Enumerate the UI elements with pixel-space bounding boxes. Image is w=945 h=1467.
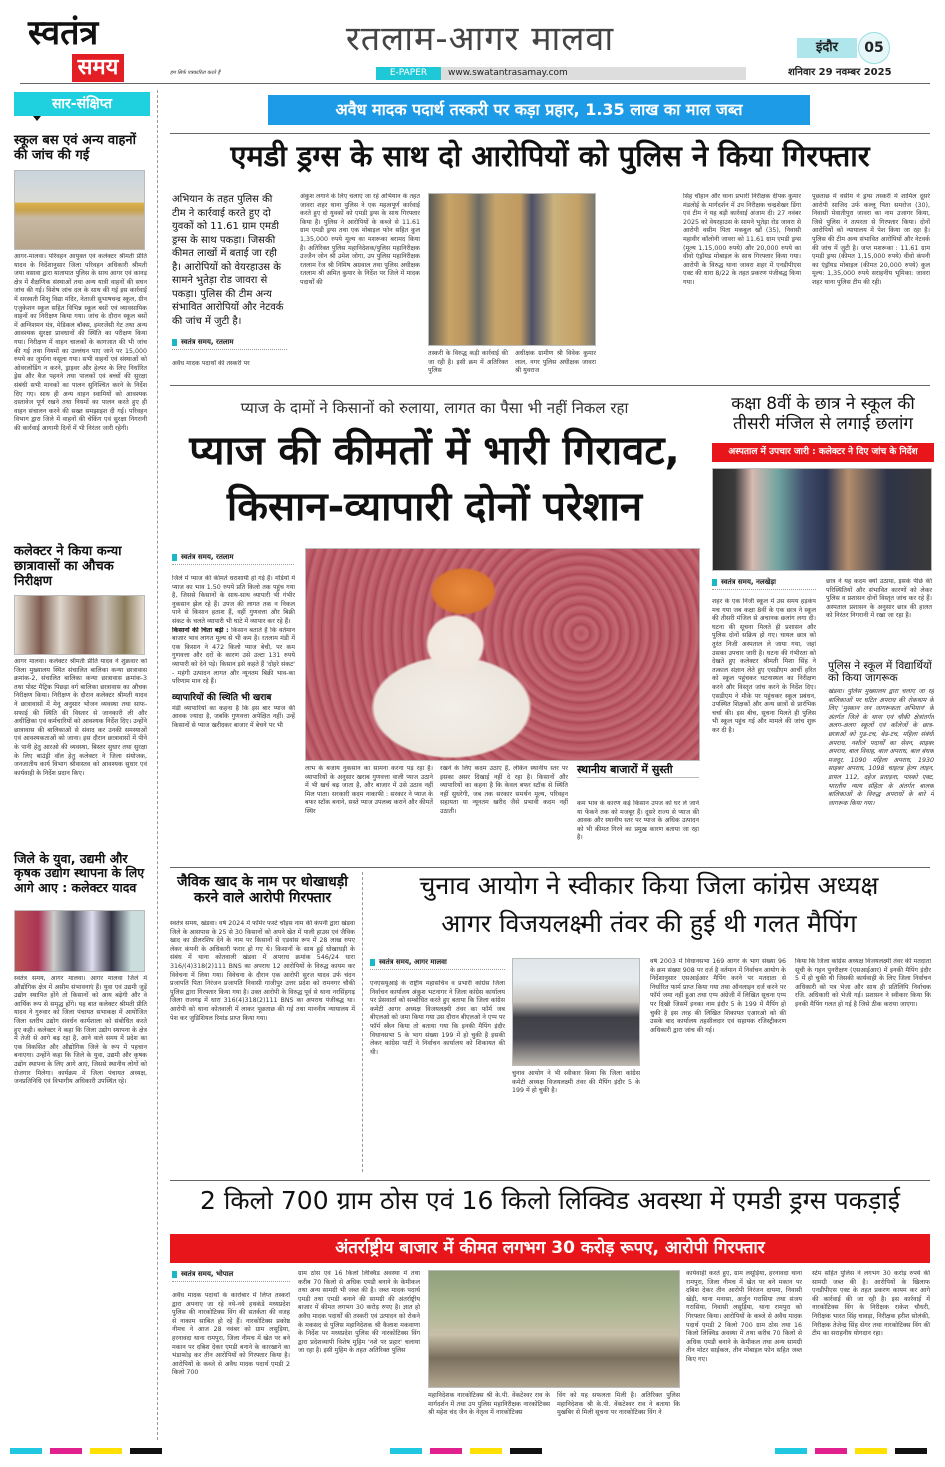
sidebar-header: सार-संक्षिप्त (14, 92, 150, 116)
edition-city: इंदौर (797, 38, 857, 58)
top-story-col2: अंकुश लगाने के लिए चलाए जा रहे अभियान के तहत जावरा शहर थाना पुलिस ने एक महत्वपूर्ण कार्रवाई करते हुए दो युवकों को एमडी ड्रग्स के साथ गिरफ्तार किया है। पुलिस ने आरोपियों के कब्जे से 11.61 ग्राम एमडी ड्रग्स तथा एक मोबाइल फोन सहित कुल 1,35,000 रुपये मूल्य का मशरूका बरामद किया है। अतिरिक्त पुलिस महानिदेशक/पुलिस महानिरीक्षक उज्जैन जोन श्री उमेश जोगा, उप पुलिस महानिरीक्षक रतलाम रेंज श्री निमिष अग्रवाल तथा पुलिस अधीक्षक रतलाम श्री अमित कुमार के निर्देश पर जिले में मादक पदार्थों की (300, 193, 420, 286)
hospital-photo (712, 468, 932, 571)
congress-headline-line2: आगर विजयलक्ष्मी तंवर की हुई थी गलत मैपिंग (441, 909, 857, 938)
color-registration-marks-left (10, 1448, 170, 1454)
sidebar-divider (157, 90, 158, 1440)
top-story-caption-2: अधीक्षक ग्रामीण श्री विवेक कुमार लाल, नगर पुलिस अधीक्षक जावरा श्री युवराज (515, 350, 596, 375)
drugs-story-col4: स्टेम सहित पुलिस ने लगभग 30 करोड़ रुपये की सामग्री जब्त की है। आरोपियों के खिलाफ एनडीपीएस एक्ट के तहत प्रकरण कायम कर आगे की कार्रवाई की जा रही है। इस कार्रवाई में नारकोटिक्स विंग के निरीक्षक राकेश चौधरी, निरीक्षक भारत सिंह चावड़ा, निरीक्षक हरीश सोलंकी, निरीक्षक तेजेन्द्र सिंह सेंगर तथा नारकोटिक्स विंग की टीम का सराहनीय योगदान रहा। (812, 1270, 930, 1338)
drug-seizure-photo (428, 1270, 680, 1388)
sidebar-story-2-headline: कलेक्टर ने किया कन्या छात्रावासों का औचक निरीक्षण (14, 544, 122, 589)
onion-col1-para3: मंडी व्यापारियों का कहना है कि इस बार प्याज की आवक ज्यादा है, जबकि गुणवत्ता अपेक्षित नहीं। उन्हें किसानों से प्याज खरीदकर बाजार में बेचने पर भी (172, 704, 295, 729)
date: शनिवार 29 नवम्बर 2025 (788, 67, 892, 78)
fertilizer-divider (362, 872, 363, 1172)
student-story-byline: स्वतंत्र समय, नलखेड़ा (712, 578, 816, 590)
police-awareness-body: खंडवा। पुलिस मुख्यालय द्वारा चलाए जा रहे बालिकाओं पर घटित अपराध की रोकथाम के लिए 'मुस्कान जन जागरूकता अभियान' के अंतर्गत जिले के थाना एवं चौकी क्षेत्रांतर्गत अलग-अलग स्कूलों एवं कॉलेजों के छात्र-छात्राओं को गुड-टच, बेड-टच, महिला संबंधी अपराध, नशीले पदार्थों का सेवन, साइबर अपराध, बाल विवाह, बाल अपराध, बाल बंधक मजदूर, 1090 महिला अपराध, 1930 साइबर अपराध, 1098 चाइल्ड हेल्प लाइन, डायल 112, दहेज प्रताड़ना, पास्को एक्ट, भारतीय न्याय संहिता के अंतर्गत बालक बालिकाओं के विरुद्ध अपराधों के बारे में जागरूक किया गया। (828, 688, 934, 807)
top-story-caption-1: तस्करी के विरुद्ध कड़ी कार्रवाई की जा रही है। इसी क्रम में अतिरिक्त पुलिस (428, 350, 508, 375)
onion-story-headline-line2: किसान-व्यापारी दोनों परेशान (226, 484, 643, 530)
sidebar-header-arrow-icon (33, 116, 41, 121)
sidebar-story-2-body: आगर मालवा। कलेक्टर श्रीमती प्रीति यादव ने शुक्रवार को जिला मुख्यालय स्थित संचालित बालिका कन्या छात्रावास क्रमांक-2, संचालित बालिका कन्या छात्रावास क्रमांक-3 तथा पोस्ट मैट्रिक पिछड़ा वर्ग बालिका छात्रावास का औचक निरीक्षण किया। निरीक्षण के दौरान कलेक्टर श्रीमती यादव ने छात्रावासों में मेनू अनुसार भोजन व्यवस्था तथा साफ-सफाई की स्थिति की विस्तार से जानकारी ली और अधीक्षिका एवं कर्मचारियों को आवश्यक निर्देश दिए। उन्होंने छात्रावास की बालिकाओं से संवाद कर उनकी समस्याओं एवं आवश्यकताओं को जाना। इस दौरान छात्रावासों में पीने के पानी हेतु आरओ की व्यवस्था, बिस्तर सुधार तथा सुरक्षा के लिए बाउंड्री वॉल हेतु कलेक्टर ने जिला संयोजक, जनजातीय कार्य विभाग श्रीवास्तव को आवश्यक सुधार एवं कार्यवाही के निर्देश प्रदान किए। (14, 658, 147, 777)
drugs-story-col1: अवैध मादक पदार्थों के कारोबार में लिप्त तस्करों द्वारा अपनाए जा रहे नये-नये हथकंडे मध्यप्रदेश पुलिस की नारकोटिक्स विंग की सतर्कता की वजह से नाकाम साबित हो रहे हैं। नारकोटिक्स प्रकोष्ठ नीमच ने आज 28 नवंबर को ग्राम लसूड़िया, हरनावदा थाना रामपुरा, जिला नीमच में खेत पर बने मकान पर दबिश देकर एमडी बनाने के कारखाने का भंडाफोड़ कर तीन आरोपियों को गिरफ्तार किया है। आरोपियों के कब्जे से अवैध मादक पदार्थ एमडी 2 किलो 700 (172, 1292, 290, 1377)
onion-subhead-traders: व्यापारियों की स्थिति भी खराब (172, 692, 272, 703)
edition-title: रतलाम-आगर मालवा (345, 19, 615, 59)
industry-workshop-photo (14, 910, 145, 972)
onion-subhead-farmers: किसानों की चिंता बढ़ी : (172, 626, 229, 634)
epaper-bar (376, 67, 746, 80)
top-story-headline: एमडी ड्रग्स के साथ दो आरोपियों को पुलिस ने किया गिरफ्तार (230, 139, 870, 173)
congress-byline: स्वतंत्र समय, आगर मालवा (370, 958, 505, 970)
rule-after-congress (170, 1180, 930, 1181)
onion-story-byline: स्वतंत्र समय, रतलाम (172, 553, 294, 565)
drugs-story-banner: अंतर्राष्ट्रीय बाजार में कीमत लगभग 30 करोड़ रूपए, आरोपी गिरफ्तार (170, 1234, 930, 1263)
onion-story-col2: लाभ के बजाय नुकसान का सामना करना पड़ रहा है। व्यापारियों के अनुसार खराब गुणवत्ता वाली प्याज उठाने में भी खर्च बढ़ जाता है, और बाजार में उसे उठाव नहीं मिल पाता। सरकारी कदम नाकाफी : सरकार ने प्याज के बफर स्टॉक बनाने, सस्ते प्याज उपलब्ध कराने और कीमतें स्थिर (305, 765, 433, 815)
drugs-story-headline: 2 किलो 700 ग्राम ठोस एवं 16 किलो लिक्विड अवस्था में एमडी ड्रग्स पकड़ाई (200, 1186, 900, 1215)
onion-story-col1 (172, 575, 295, 860)
tagline: हम सिर्फ पत्रकारिता करते हैं (170, 70, 221, 76)
logo (28, 14, 128, 82)
student-story-col2: छात्र ने यह कदम क्यों उठाया, इसके पीछे की परिस्थितियों और संभावित कारणों को लेकर पुलिस व प्रशासन दोनों विस्तृत जांच कर रहे हैं। अस्पताल प्रशासन के अनुसार छात्र की हालत को निरंतर निगरानी में रखा जा रहा है। (826, 578, 932, 620)
rule-after-onion (170, 867, 930, 868)
epaper-label: E-PAPER (376, 67, 441, 80)
onion-story-kicker: प्याज के दामों ने किसानों को रुलाया, लागत का पैसा भी नहीं निकल रहा (240, 399, 629, 417)
top-story-intro: अभियान के तहत पुलिस की टीम ने कार्रवाई करते हुए दो युवकों को 11.61 ग्राम एमडी ड्रग्स के साथ पकड़ा। जिसकी कीमत लाखों में बताई जा रही है। आरोपियों को वेयरहाउस के सामने भुतेड़ा रोड जावरा से पकड़ा। पुलिस की टीम अन्य संभावित आरोपियों और नेटवर्क की जांच में जुटी है। (172, 194, 284, 327)
student-story-headline: कक्षा 8वीं के छात्र ने स्कूल की तीसरी मंजिल से लगाई छलांग (731, 394, 915, 434)
top-story-col4: पूछताछ में वसीम ने ड्रग्स तस्करी में शामिल दूसरे आरोपी साजिद उर्फ कल्लू पिता समरोज (30), निवासी मेवातीपुरा जावरा का नाम उजागर किया, जिसे पुलिस ने तत्परता से गिरफ्तार किया। दोनों आरोपियों को न्यायालय में पेश किया जा रहा है। पुलिस की टीम अन्य संभावित आरोपियों और नेटवर्क की जांच में जुटी है। जप्त मशरूका : 11.61 ग्राम एमडी ड्रग्स (कीमत 1,15,000 रुपये) वीवो कंपनी का एंड्रॉयड मोबाइल (कीमत 20,000 रुपये) कुल मूल्य: 1,35,000 रुपये सराहनीय भूमिका: जावरा शहर थाना पुलिस टीम की रही। (812, 193, 930, 286)
onion-col1-para2 (172, 627, 295, 687)
drugs-story-col3: कार्यवाही करते हुए, ग्राम लसूड़िया, हरनावदा थाना रामपुरा, जिला नीमच में खेत पर बने मकान पर दबिश देकर तीन आरोपी निरंजन दायमा, निवासी खेड़ी, थाना मनासा, अर्जुन गरासिया तथा संजय गरासिया, निवासी लसूड़िया, थाना रामपुरा को गिरफ्तार किया। आरोपियों के कब्जे से अवैध मादक पदार्थ एमडी 2 किलो 700 ग्राम ठोस तथा 16 किलो लिक्विड अवस्था में तथा करीब 70 किलो से अधिक एमडी बनाने के केमीकल तथा अन्य सामग्री तीन मोटर साईकल, तीन मोबाइल फोन सहित जब्त किए गए। (686, 1270, 802, 1363)
onion-col1-para2-text: किसान बताते हैं कि वर्तमान बाजार भाव लागत मूल्य से भी कम है। रतलाम मंडी में एक किसान ने 472 किलो प्याज बेची, पर कम गुणवत्ता और दरों के कारण उसे उल्टा 131 रुपये व्यापारी को देने पड़े। किसान इसे कहते हैं 'दोहरे संकट' - महंगी उत्पादन लागत और न्यूनतम बिक्री भाव-का परिणाम मान रहे हैं। (172, 626, 295, 686)
drugs-photo-caption-2: विंग को यह सफलता मिली है। अतिरिक्त पुलिस महानिदेशक श्री के.पी. वेंकटेश्वर राव ने बताया कि मुखबिर से मिली सूचना पर नारकोटिक्स विंग ने (557, 1392, 680, 1417)
page-number: 05 (858, 32, 890, 64)
congress-col2: वर्ष 2003 में विधानसभा 169 आगर के भाग संख्या 96 के क्रम संख्या 908 पर दर्ज है वर्तमान में निर्वाचन आयोग के निर्देशानुसार एसआईआर मैपिंग करने पर मतदाता से निर्धारित फार्म प्राप्त किया गया तथा ऑनलाइन दर्ज करने पर फॉर्म जमा नहीं हुआ तथा एप्प अंग्रेजी में लिखित सूचना एप्प पर दिखी जिसमें इनका नाम इंदौर 5 के 199 में मैपिंग हो चुकी है इस तरह की लिखित शिकायत एआरओ को की उसके बाद कार्यालय तहसीलदार एवं सहायक रजिस्ट्रीकरण अधिकारी द्वारा जांच की गई। (650, 958, 786, 1034)
top-story-banner: अवैध मादक पदार्थ तस्करी पर कड़ा प्रहार, 1.35 लाख का माल जब्त (268, 95, 810, 125)
hostel-inspection-photo (14, 595, 145, 655)
masthead (0, 0, 945, 84)
student-story-banner: अस्पताल में उपचार जारी : कलेक्टर ने दिए जांच के निर्देश (712, 443, 934, 462)
fertilizer-story-headline: जैविक खाद के नाम पर धोखाधड़ी करने वाले आरोपी गिरफ्तार (177, 874, 348, 907)
onion-subhead-markets: स्थानीय बाजारों में सुस्ती (577, 764, 699, 778)
congress-headline-line1: चुनाव आयोग ने स्वीकार किया जिला कांग्रेस अध्यक्ष (419, 871, 879, 900)
top-rule (170, 133, 930, 134)
drugs-story-col2: ग्राम ठोस एवं 16 किलो लिक्विड अवस्था में तथा करीब 70 किलो से अधिक एमडी बनाने के केमीकल तथा अन्य सामग्री भी जब्त की है। जब्त मादक पदार्थ एमडी तथा एमडी बनाने की सामग्री की अंतर्राष्ट्रीय बाजार में कीमत लगभग 30 करोड़ रुपए है। ज्ञात हो अवैध मादक पदार्थों की तस्करी एवं उत्पादन को रोकने के मकसद से पुलिस महानिदेशक श्री कैलाश मकवाणा के निर्देश पर मध्यप्रदेश पुलिस की नारकोटिक्स विंग द्वारा प्रदेशव्यापी विशेष मुहिम 'नशे पर प्रहार' चलाया जा रहा है। इसी मुहिम के तहत अतिरिक्त पुलिस (298, 1270, 420, 1355)
rule-after-top-story (170, 385, 930, 386)
onion-story-col4: कम भाव के कारण कई किसान उपज को घर ले जाने या फेंकने तक को मजबूर हैं। दूसरे राज्य से प्याज की आवक और स्थानीय स्तर पर प्याज के अधिक उत्पादन को भी कीमत गिरने का प्रमुख कारण बताया जा रहा है। (577, 800, 699, 842)
onion-story-headline-line1: प्याज की कीमतों में भारी गिरावट, (189, 428, 680, 474)
drugs-photo-caption-1: महानिदेशक नारकोटिक्स श्री के.पी. वेंकटेश्वर राव के मार्गदर्शन में तथा उप पुलिस महानिरीक्षक नारकोटिक्स श्री महेश चंद जैन के नेतृत्व में नारकोटिक्स (428, 1392, 550, 1417)
top-story-col3: सिंह चौहान और थाना प्रभारी निरीक्षक दीपक कुमार मंडलोई के मार्गदर्शन में उप निरीक्षक चन्द्रशेखर डिंगा एवं टीम ने यह बड़ी कार्रवाई अंजाम दी। 27 नवंबर 2025 को वेयरहाउस के सामने भुतेड़ा रोड जावरा से आरोपी वसीम पिता मकबुल खाँ (35), निवासी महावीर कॉलोनी जावरा को 11.61 ग्राम एमडी ड्रग्स (मूल्य 1,15,000 रुपये) और 20,000 रुपये का वीवो एंड्रॉयड मोबाइल के साथ गिरफ्तार किया गया। आरोपी के विरुद्ध थाना जावरा शहर में एनडीपीएस एक्ट की धारा 8/22 के तहत प्रकरण पंजीबद्ध किया गया। (683, 193, 801, 286)
police-arrest-photo (428, 193, 596, 346)
color-registration-marks-center (390, 1448, 550, 1454)
press-conference-photo (512, 958, 640, 1066)
masthead-rule (20, 83, 930, 84)
congress-photo-caption: चुनाव आयोग ने भी स्वीकार किया कि जिला कांग्रेस कमेटी अध्यक्ष विजयलक्ष्मी तंवर की मैपिंग इंदौर 5 के 199 में हो चुकी है। (512, 1070, 640, 1095)
sidebar-story-1-headline: स्कूल बस एवं अन्य वाहनों की जांच की गई (14, 133, 136, 163)
sidebar-story-3-body: स्वतंत्र समय, आगर मालवा। आगर मालवा जिले में औद्योगिक क्षेत्र में असीम संभावनाएं हैं। युवा एवं उद्यमी जुड़ें उद्योग स्थापित होंगे तो किसानों को आय बढ़ेगी और वे आर्थिक रूप से समृद्ध होंगे। यह बात कलेक्टर श्रीमती प्रीति यादव ने गुरुवार को जिला पंचायत सभाकक्ष में आयोजित जिला स्तरीय उद्योग संवर्धन कार्यशाला को संबोधित करते हुए कही। कलेक्टर ने कहा कि जिला उद्योग स्थापना के क्षेत्र में तेजी से आगे बढ़ रहा है, आने वाले समय में प्रदेश का एक विकसित और औद्योगिक जिले के रूप में पहचान बनाएगा। उन्होंने कहा कि जिले के युवा, उद्यमी और कृषक उद्योग स्थापना के लिए आगे आएं, जिससे स्थानीय लोगों को रोजगार मिलेगा। कार्यक्रम में जिला पंचायत अध्यक्ष, जनप्रतिनिधि एवं विभागीय अधिकारी उपस्थित रहे। (14, 975, 147, 1086)
student-story-col1: शहर के एक निजी स्कूल में उस समय हड़कंप मच गया जब कक्षा 8वीं के एक छात्र ने स्कूल की तीसरी मंजिल से अचानक छलांग लगा दी। घटना की सूचना मिलते ही प्रशासन और पुलिस दोनों सक्रिय हो गए। घायल छात्र को तुरंत निजी अस्पताल ले जाया गया, जहां उसका उपचार जारी है। घटना की गंभीरता को देखते हुए कलेक्टर श्रीमती मिशा सिंह ने तत्काल संज्ञान लेते हुए एसडीएम आर्ची हरित को स्कूल पहुंचकर घटनास्थल का निरीक्षण करने और विस्तृत जांच करने के निर्देश दिए। एसडीएम ने मौके पर पहुंचकर स्कूल प्रबंधन, उपस्थित शिक्षकों और अन्य छात्रों से प्रारंभिक चर्चा की। इस बीच, सूचना मिलते ही पुलिस भी स्कूल पहुंच गई और मामले की जांच शुरू कर दी है। (712, 598, 816, 734)
onion-col1-para1: जिले में प्याज की कीमतें धराशायी हो गई हैं। मंडियों में प्याज का भाव 1.50 रुपये प्रति किलो तक पहुंच गया है, जिससे किसानों के साथ-साथ व्यापारी भी गंभीर नुकसान झेल रहे हैं। उपज की लागत तक न निकल पाने से किसान हताश हैं, वहीं गुणवत्ता और बिक्री संकट के चलते व्यापारी भी घाटे में व्यापार कर रहे हैं। (172, 575, 295, 625)
drugs-story-byline: स्वतंत्र समय, भोपाल (172, 1270, 290, 1282)
sidebar-story-1-body: आगर-मालवा। परिवहन आयुक्त एवं कलेक्टर श्रीमती प्रीति यादव के निर्देशानुसार जिला परिवहन अधिकारी श्रीमती जया वसावा द्वारा यातायात पुलिस के साथ आगर एवं कानड़ क्षेत्र में शैक्षणिक संस्थाओं तथा अन्य यात्री वाहनों की सघन जांच की गई। विशेष जांच दल के साथ की गई इस कार्रवाई में सरस्वती शिशु विद्या मंदिर, नेताजी सुभाषचन्द्र स्कूल, ग्रीन एजुकेशन स्कूल सहित विभिन्न स्कूल बसों एवं व्यावसायिक वाहनों का निरीक्षण किया गया। जांच के दौरान स्कूल बसों में अग्निशमन यंत्र, मेडिकल बॉक्स, इमरजेंसी गेट तथा अन्य आवश्यक सुरक्षा प्रावधानों की स्थिति का परीक्षण किया गया। निरीक्षण में वाहन चालकों के कागजात की भी जांच की गई तथा नियमों का उल्लंघन पाए जाने पर 15,000 रुपये का जुर्माना वसूला गया। सभी वाहनों एवं संस्थाओं को ओवरलोडिंग न करने, ड्राइवर और हेल्पर के लिए निर्धारित ड्रेस और बैज पहनने तथा पालकों एवं बच्चों की सुरक्षा संबंधी सभी मानकों का पालन सुनिश्चित करने के निर्देश दिए गए। साथ ही अन्य वाहन स्वामियों को आवश्यक दस्तावेज पूर्ण रखने तथा नियमों का पालन करते हुए ही वाहन संचालन करने की सख्त समझाइश दी गई। परिवहन विभाग द्वारा जिले में वाहनों की चेकिंग एवं सुरक्षा निगरानी की कार्रवाई आगामी दिनों में भी निरंतर जारी रहेगी। (14, 253, 147, 432)
top-story-byline: स्वतंत्र समय, रतलाम (172, 338, 287, 350)
onion-farmer-photo (305, 548, 700, 761)
sidebar-story-3-headline: जिले के युवा, उद्यमी और कृषक उद्योग स्थापना के लिए आगे आए : कलेक्टर यादव (14, 851, 145, 895)
congress-col1: एनएसयूआई के राष्ट्रीय महासचिव व प्रभारी कांग्रेस जिला निर्वाचन कार्यालय अंकुश भटनागर ने जिला कांग्रेस कार्यालय पर प्रेसवार्ता को सम्बोधित करते हुए बताया कि जिला कांग्रेस कमेटी आगर अध्यक्ष विजयलक्ष्मी तंवर का फॉर्म जब बीएलओ को जमा किया गया उस दौरान बीएलओ ने एप्प पर फॉर्म स्कैन किया तो बताया गया कि इनकी मैपिंग इंदौर विधानसभा 5 के भाग संख्या 199 में हो चुकी है इसकी लेकर कांग्रेस पार्टी ने निर्वाचन कार्यालय को शिकायत की थी। (370, 980, 505, 1056)
top-story-col1: अवैध मादक पदार्थों की तस्करी पर (172, 360, 250, 367)
website-link[interactable]: www.swatantrasamay.com (448, 68, 568, 78)
congress-col3: किया कि जिला कांग्रेस अध्यक्ष विजयलक्ष्मी तंवर की मतदाता सूची के गहन पुनरीक्षण (एसआईआर) में इनकी मैपिंग इंदौर 5 में हो चुकी थी जिसकी कार्यवाही के लिए जिला निर्वाचन अधिकारी को पत्र भेजा और साथ ही प्रतिलिपि निर्वाचक रजि. अधिकारी को भेजी गई। प्रशासन ने स्वीकार किया कि इनकी मैपिंग गलत हो गई है जिसे ठीक कराया जाएगा। (795, 958, 931, 1008)
police-awareness-headline: पुलिस ने स्कूल में विद्यार्थियों को किया जागरूक (828, 660, 932, 685)
color-registration-marks-right (775, 1448, 935, 1454)
onion-story-col3: रखने के लिए कदम उठाए हैं, लेकिन स्थानीय स्तर पर इसका असर दिखाई नहीं दे रहा है। किसानों और व्यापारियों का कहना है कि केवल बफर स्टॉक से स्थिति नहीं सुधरेगी, जब तक सरकार समर्थन मूल्य, परिवहन सहायता या न्यूनतम खरीद जैसे प्रभावी कदम नहीं उठाती। (440, 765, 568, 815)
fertilizer-story-body: स्वतंत्र समय, खंडवा। वर्ष 2024 में फॉर्मर फर्स्ट चॉइस नाम की कंपनी द्वारा खंडवा जिले के आसपास के 25 से 30 किसानों को अपने खेत में पाली हाउस एवं जैविक खाद का डीलरशिप देने के नाम पर किसानों से एडवांस रूप में 28 लाख रुपए लेकर कंपनी के अधिकारी फरार हो गए थे। किसानों के साथ हुई धोखाधड़ी के संबंध में थाना कोतवाली खंडवा में अपराध क्रमांक 546/24 धारा 316/(4)318(2)111 BNS का अपराध 12 आरोपियों के विरुद्ध कायम कर विवेचना में लिया गया। विवेचना के दौरान एक आरोपी सुरज यादव उर्फ चंदन प्रजापति पिता निरंजन प्रजापति निवासी गाजीपुर उत्तर प्रदेश को रामनगर चौकी पुलिस द्वारा गिरफ्तार किया गया है। उक्त आरोपी के विरुद्ध पूर्व से थाना नरसिंहगढ़ जिला राजगढ़ में धारा 316(4)318(2)111 BNS का अपराध पंजीबद्ध था। आरोपी को थाना कोतवाली में लाकर पूछताछ की गई तथा माननीय न्यायालय में पेश कर जुडिशियल रिमांड प्राप्त किया गया। (170, 920, 355, 1022)
school-bus-photo (14, 170, 145, 250)
logo-top-text: स्वतंत्र (28, 13, 99, 53)
logo-bottom-text: समय (72, 54, 124, 82)
